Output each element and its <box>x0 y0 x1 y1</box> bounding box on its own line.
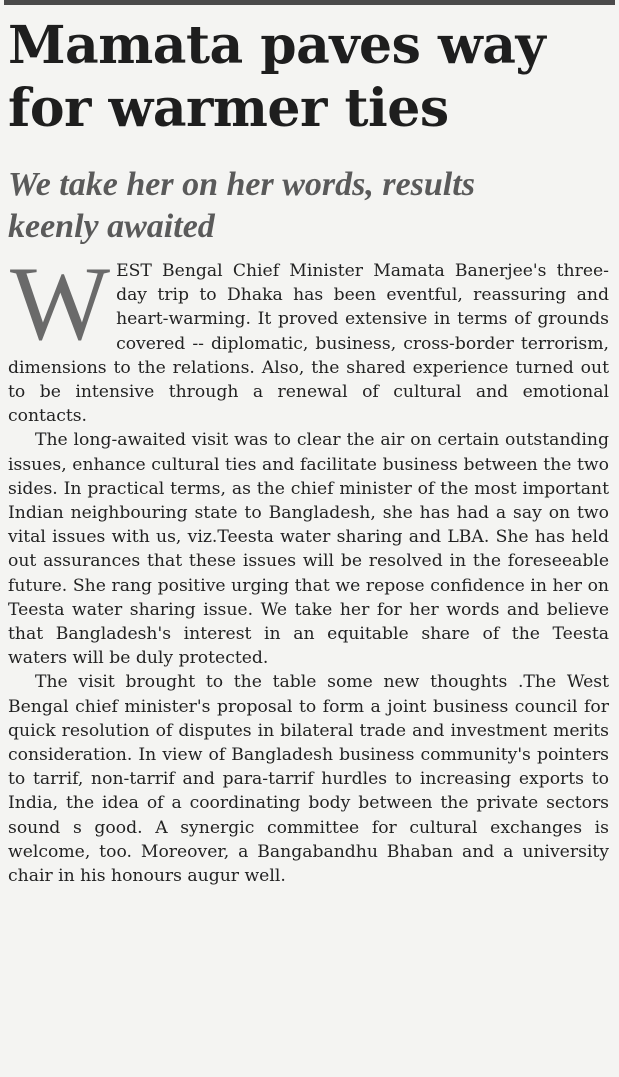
paragraph-2: The long-awaited visit was to clear the air on certain outstanding issues, enhance cultural ties and facilitate business between the two sides. In practical terms, as the chief minister of the most important Indian neighbouring state to Bangladesh, she has had a say on two vital issues with us, viz.Teesta water sharing and LBA. She has held out assurances that these issues will be resolved in the foreseeable future. She rang positive urging that we repose confidence in her on Teesta water sharing issue. We take her for her words and believe that Bangladesh's interest in an equitable share of the Teesta waters will be duly protected. <box>8 430 609 669</box>
drop-cap: W <box>10 245 111 362</box>
article-body <box>8 245 609 888</box>
paragraph-1 <box>8 245 609 428</box>
subheadline <box>8 164 608 248</box>
subheadline-line-1: We take her on her words, results <box>8 166 475 203</box>
headline-line-1: Mamata paves way <box>8 15 546 76</box>
headline <box>8 14 608 140</box>
subheadline-line-2: keenly awaited <box>8 208 215 245</box>
top-rule <box>4 0 615 5</box>
headline-line-2: for warmer ties <box>8 78 449 139</box>
paragraph-1-text: EST Bengal Chief Minister Mamata Banerjee's three-day trip to Dhaka has been eventful, reassuring and heart-warming. It proved extensive in terms of grounds covered -- diplomatic, business, cross-border terrorism, dimensions to the relations. Also, the shared experience turned out to be intensive through a renewal of cultural and emotional contacts. <box>8 261 609 427</box>
paragraph-3: The visit brought to the table some new thoughts .The West Bengal chief minister's proposal to form a joint business council for quick resolution of disputes in bilateral trade and investment merits consideration. In view of Bangladesh business community's pointers to tarrif, non-tarrif and para-tarrif hurdles to increasing exports to India, the idea of a coordinating body between the private sectors sound s good. A synergic committee for cultural exchanges is welcome, too. Moreover, a Bangabandhu Bhaban and a university chair in his honours augur well. <box>8 672 609 887</box>
